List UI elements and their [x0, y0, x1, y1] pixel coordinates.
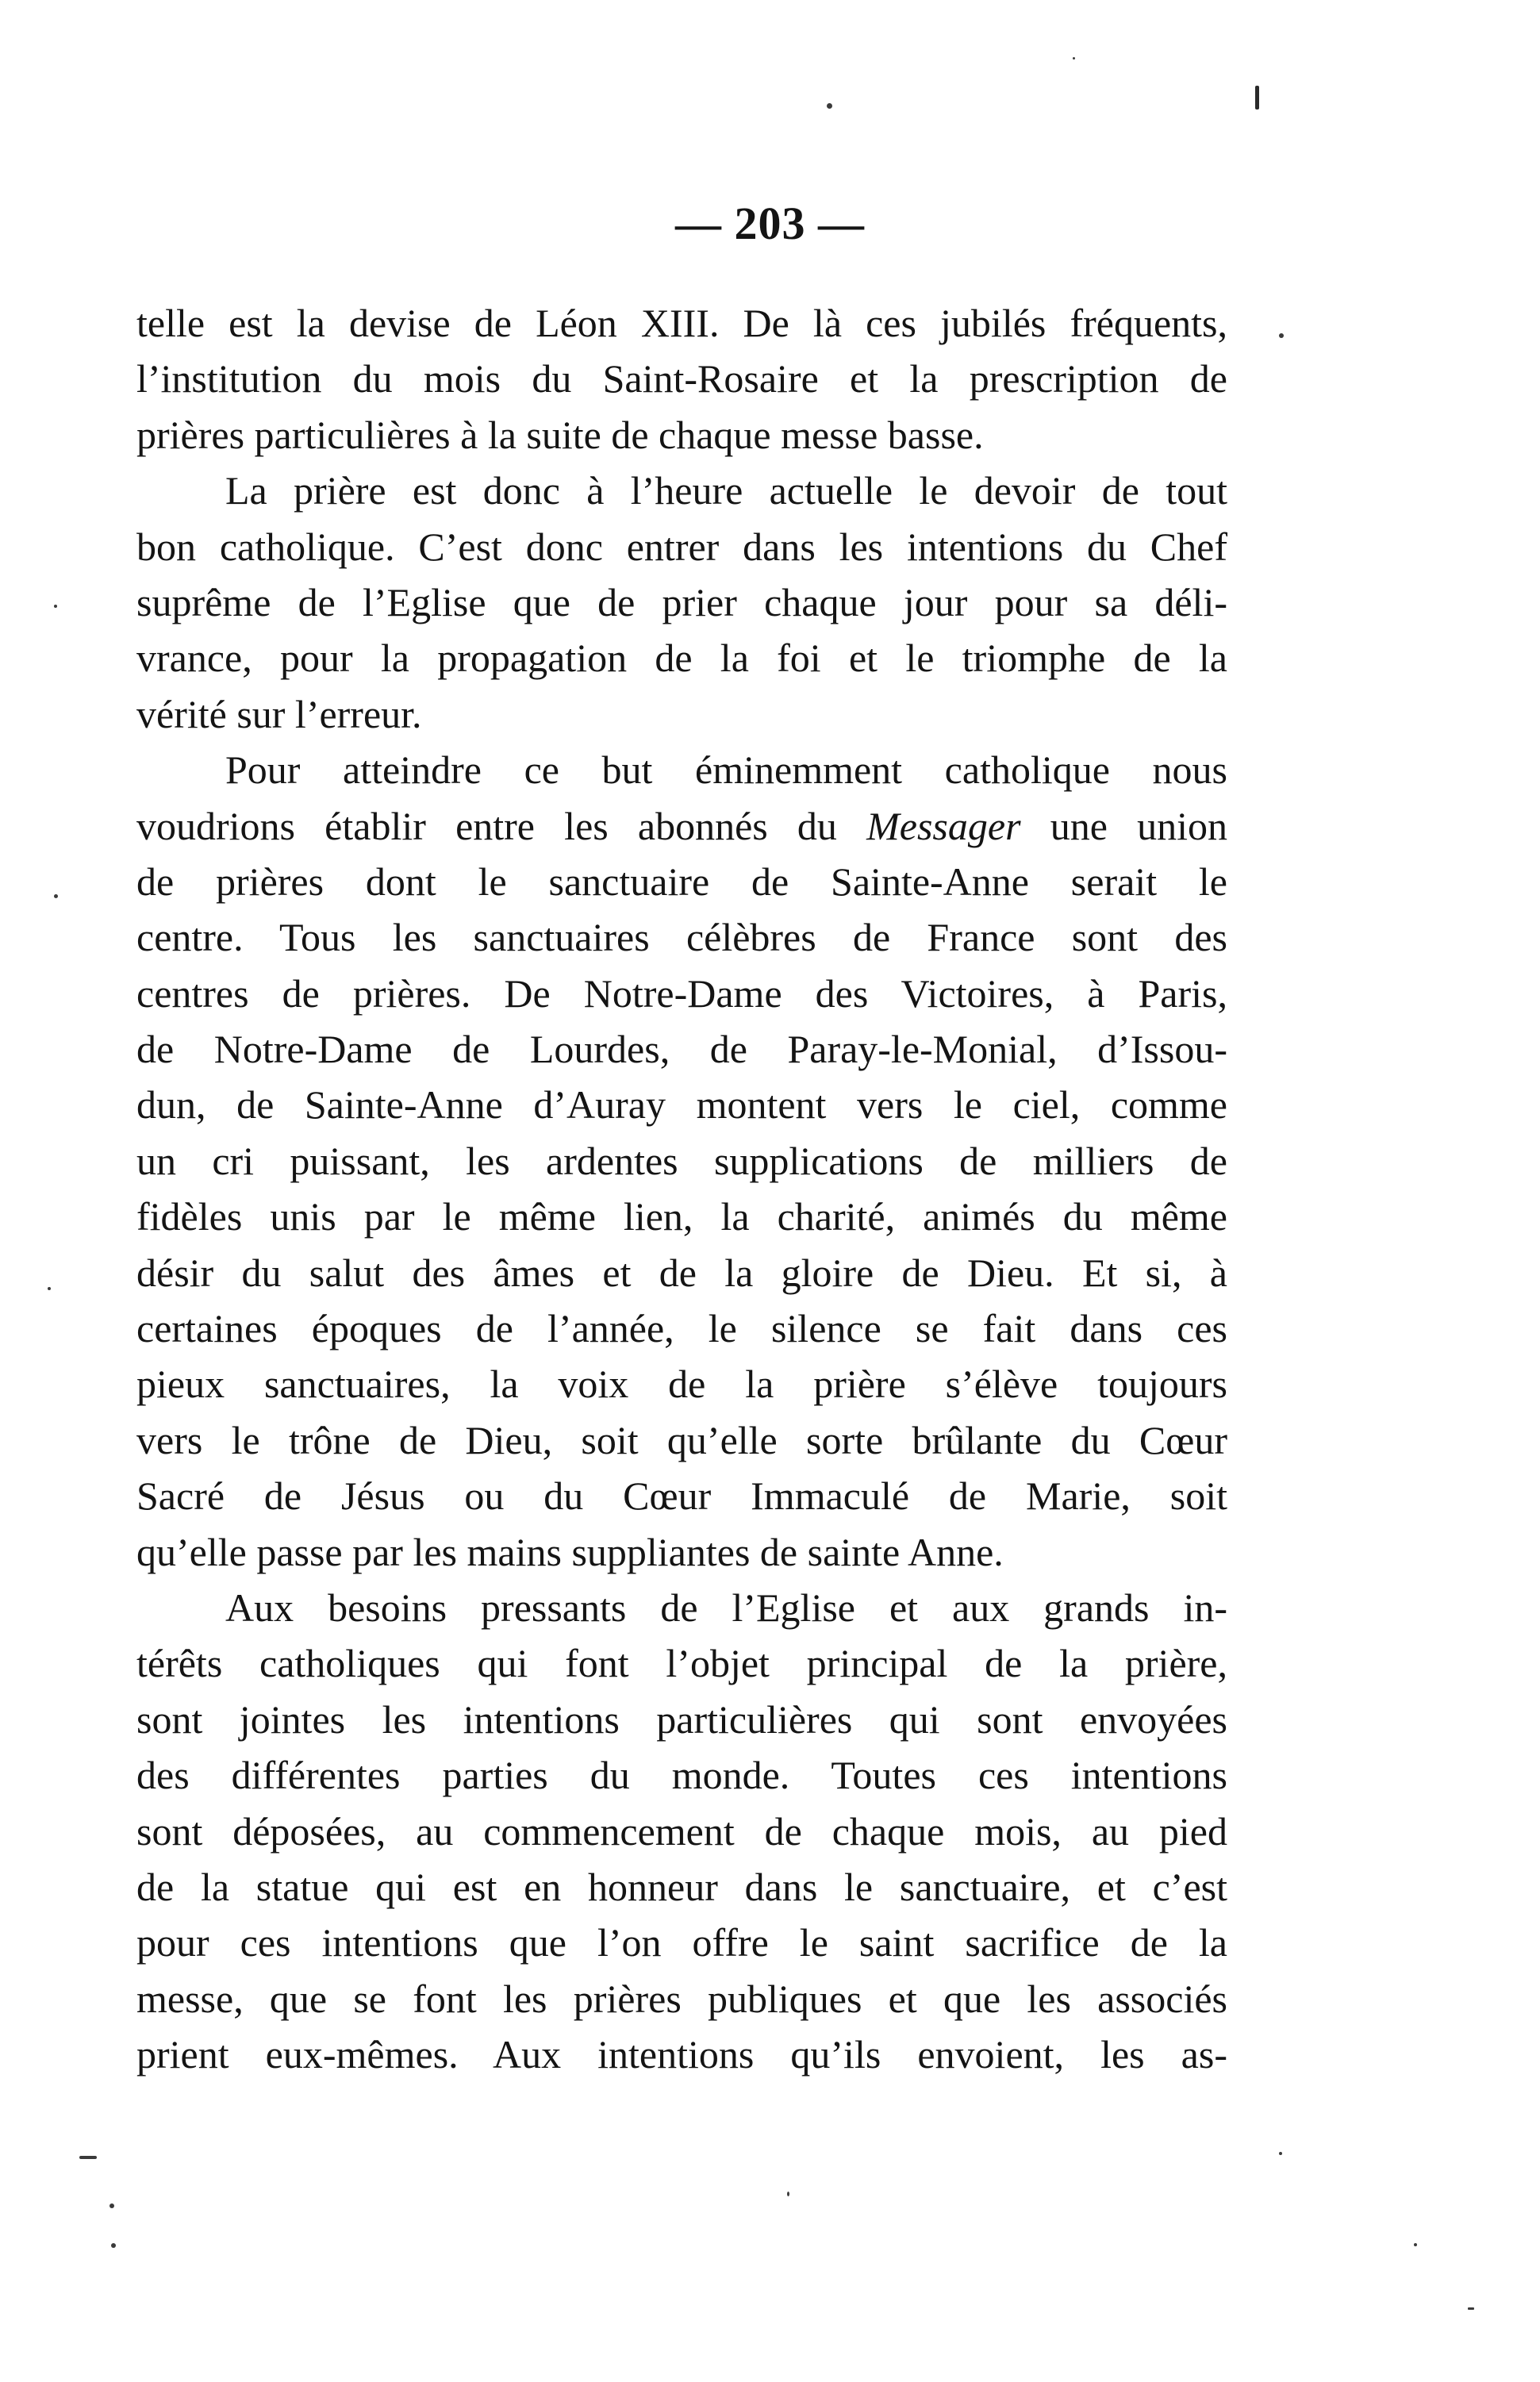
- text-line-10-start: voudrions établir entre les abonnés du: [136, 803, 867, 848]
- messager-title: Messager: [866, 803, 1021, 848]
- text-line-24: Aux besoins pressants de l’Eglise et aux grands in-: [225, 1585, 1227, 1630]
- text-line-18: désir du salut des âmes et de la gloire de Dieu. Et si, à: [136, 1250, 1227, 1295]
- scan-speck: [787, 2192, 789, 2196]
- text-line-11: de prières dont le sanctuaire de Sainte-Anne serait le: [136, 859, 1227, 904]
- scan-speck: [827, 103, 832, 109]
- scan-speck: [111, 2243, 116, 2248]
- text-line-5: bon catholique. C’est donc entrer dans les intentions du Chef: [136, 524, 1227, 569]
- text-line-10-end: une union: [1020, 803, 1227, 848]
- text-line-9: Pour atteindre ce but éminemment catholique nous: [225, 747, 1227, 793]
- text-line-28: sont déposées, au commencement de chaque mois, au pied: [136, 1808, 1227, 1854]
- scan-speck: [1414, 2243, 1417, 2246]
- scan-speck: [1279, 2152, 1282, 2155]
- scan-speck: [1073, 57, 1075, 60]
- text-line-4: La prière est donc à l’heure actuelle le devoir de tout: [225, 468, 1227, 513]
- text-line-10: [136, 798, 1227, 854]
- body-text: [136, 295, 1227, 2083]
- text-line-22: Sacré de Jésus ou du Cœur Immaculé de Marie, soit: [136, 1473, 1227, 1519]
- text-line-13: centres de prières. De Notre-Dame des Victoires, à Paris,: [136, 970, 1227, 1016]
- scan-speck: [1255, 86, 1259, 109]
- text-line-25: térêts catholiques qui font l’objet principal de la prière,: [136, 1641, 1227, 1686]
- text-line-26: sont jointes les intentions particulières qui sont envoyées: [136, 1696, 1227, 1742]
- scan-speck: [54, 605, 57, 608]
- text-line-17: fidèles unis par le même lien, la charité, animés du même: [136, 1194, 1227, 1239]
- page-number: — 203 —: [675, 198, 865, 249]
- scan-speck: [1468, 2307, 1474, 2310]
- scan-speck: [1279, 333, 1284, 338]
- text-line-14: de Notre-Dame de Lourdes, de Paray-le-Monial, d’Issou-: [136, 1027, 1227, 1072]
- text-line-16: un cri puissant, les ardentes supplications de milliers de: [136, 1138, 1227, 1183]
- text-line-27: des différentes parties du monde. Toutes ces intentions: [136, 1753, 1227, 1798]
- text-line-3: prières particulières à la suite de chaque messe basse.: [136, 412, 984, 457]
- text-line-6: suprême de l’Eglise que de prier chaque jour pour sa déli-: [136, 579, 1227, 624]
- text-line-15: dun, de Sainte-Anne d’Auray montent vers le ciel, comme: [136, 1082, 1227, 1128]
- text-line-23: qu’elle passe par les mains suppliantes de sainte Anne.: [136, 1529, 1004, 1574]
- scan-speck: [54, 894, 58, 898]
- text-line-29: de la statue qui est en honneur dans le sanctuaire, et c’est: [136, 1864, 1227, 1909]
- text-line-2: l’institution du mois du Saint-Rosaire et la prescription de: [136, 356, 1227, 401]
- text-line-31: messe, que se font les prières publiques et que les associés: [136, 1976, 1227, 2021]
- text-line-12: centre. Tous les sanctuaires célèbres de France sont des: [136, 915, 1227, 960]
- text-line-1: telle est la devise de Léon XIII. De là ces jubilés fréquents,: [136, 301, 1227, 345]
- text-line-30: pour ces intentions que l’on offre le saint sacrifice de la: [136, 1920, 1227, 1965]
- text-line-8: vérité sur l’erreur.: [136, 691, 422, 736]
- text-line-20: pieux sanctuaires, la voix de la prière s’élève toujours: [136, 1362, 1227, 1407]
- scan-speck: [48, 1287, 51, 1290]
- text-line-21: vers le trône de Dieu, soit qu’elle sorte brûlante du Cœur: [136, 1417, 1227, 1462]
- text-line-19: certaines époques de l’année, le silence se fait dans ces: [136, 1306, 1227, 1351]
- text-line-32: prient eux-mêmes. Aux intentions qu’ils envoient, les as-: [136, 2032, 1227, 2077]
- text-line-7: vrance, pour la propagation de la foi et le triomphe de la: [136, 636, 1227, 681]
- scan-speck: [79, 2156, 97, 2159]
- scan-speck: [109, 2203, 114, 2208]
